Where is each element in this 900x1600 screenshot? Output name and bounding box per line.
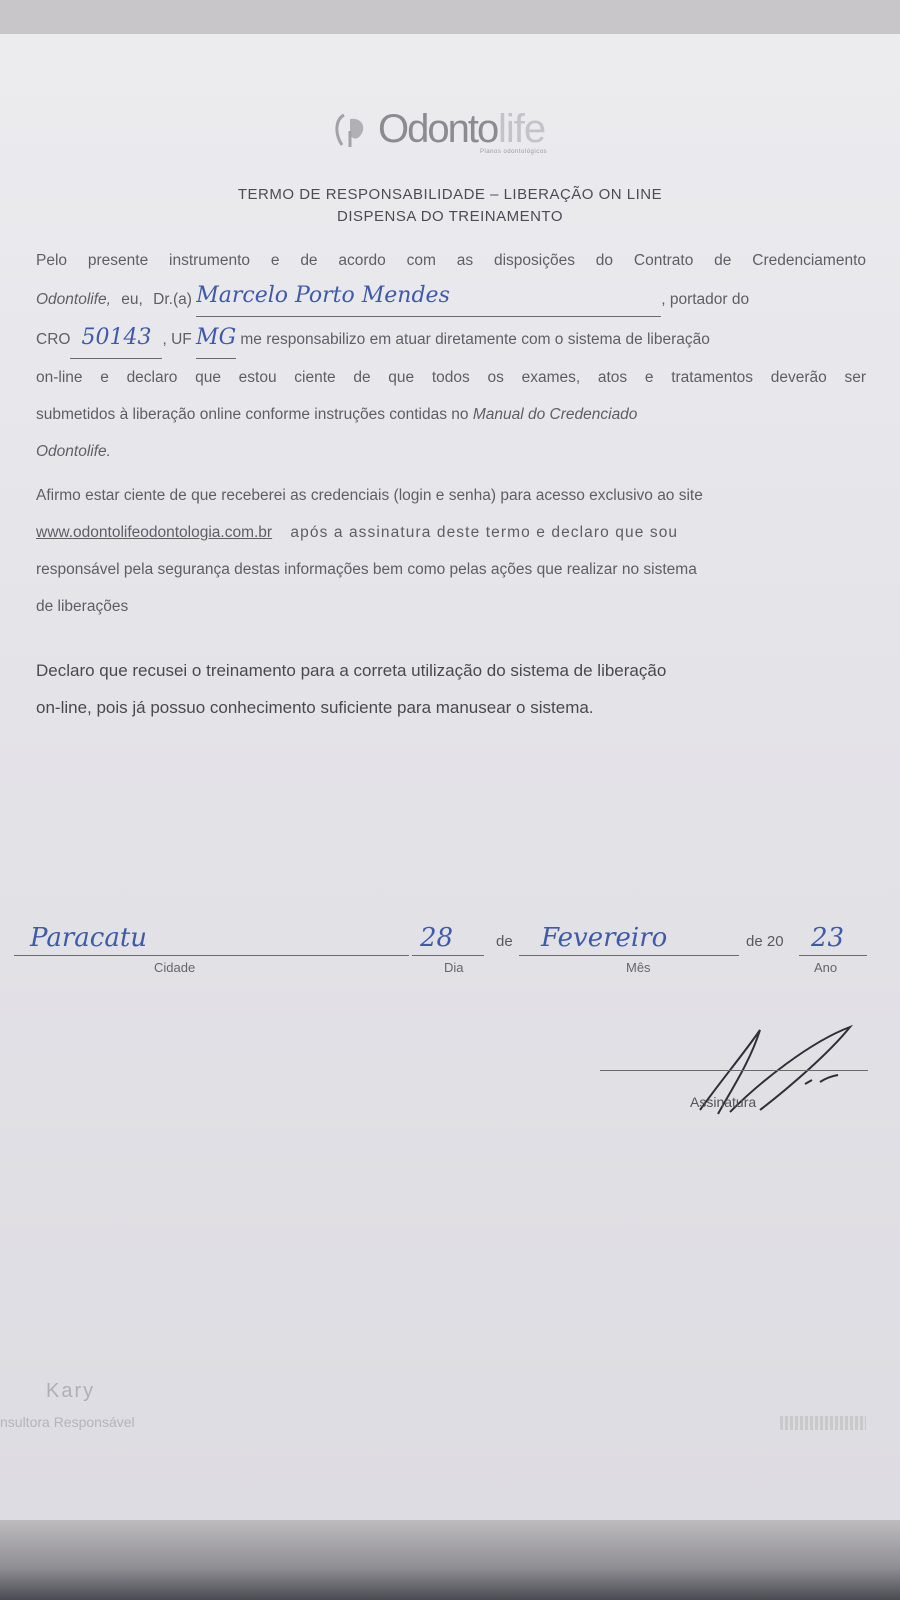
text-segment: de 20 <box>746 933 784 950</box>
text-segment: eu, <box>121 291 143 308</box>
text-segment: , portador do <box>661 291 750 308</box>
city-handwritten: Paracatu <box>30 923 148 953</box>
cro-field <box>70 319 162 359</box>
month-field <box>519 925 739 956</box>
text-line <box>36 279 866 319</box>
logo-text-life: life <box>498 107 546 151</box>
text-line <box>36 433 866 470</box>
text-segment: Odontolife, <box>36 291 111 308</box>
tooth-logo-icon <box>330 111 370 151</box>
doctor-name-field <box>196 277 661 317</box>
background-strip-bottom <box>0 1520 900 1600</box>
text-segment: após a assinatura deste termo e declaro que sou <box>290 524 679 541</box>
month-handwritten: Fevereiro <box>541 923 668 953</box>
text-line <box>36 396 866 433</box>
faded-stamp <box>780 1416 866 1430</box>
text-segment: Odontolife. <box>36 443 111 460</box>
text-line <box>36 514 866 551</box>
text-line <box>36 359 866 396</box>
logo-text-odonto: Odonto <box>378 107 498 151</box>
cro-number-handwritten: 50143 <box>81 325 152 350</box>
day-caption: Dia <box>444 960 464 975</box>
signature-line <box>600 1070 868 1071</box>
text-line <box>36 477 866 514</box>
text-segment: on-line, pois já possuo conhecimento suficiente para manusear o sistema. <box>36 698 594 717</box>
paragraph-credentials <box>36 477 866 625</box>
city-field <box>14 925 409 956</box>
text-segment: Afirmo estar ciente de que receberei as credenciais (login e senha) para acesso exclusivo ao site <box>36 487 703 504</box>
logo-tagline: Planos odontológicos <box>480 149 548 155</box>
text-segment: de <box>496 933 513 950</box>
month-caption: Mês <box>626 960 651 975</box>
consultant-name: Kary <box>46 1380 96 1402</box>
uf-label: , UF <box>162 331 192 348</box>
date-location-row <box>14 925 874 985</box>
text-line <box>36 689 866 726</box>
text-segment: Manual do Credenciado <box>472 406 638 423</box>
text-segment: Pelo presente instrumento e de acordo com as disposições do Contrato de Credenciamento <box>36 252 866 269</box>
year-handwritten: 23 <box>811 923 845 953</box>
consultant-role: nsultora Responsável <box>0 1414 135 1430</box>
text-segment: responsável pela segurança destas informações bem como pelas ações que realizar no sistema <box>36 561 697 578</box>
document-title: TERMO DE RESPONSABILIDADE – LIBERAÇÃO ON LINE <box>237 186 663 203</box>
uf-field <box>196 319 236 359</box>
paragraph-training-declaration <box>36 652 866 726</box>
day-handwritten: 28 <box>420 923 454 953</box>
year-field <box>799 925 867 956</box>
text-line <box>36 551 866 588</box>
paragraph-terms <box>36 242 866 470</box>
cro-label: CRO <box>36 331 71 348</box>
odontolife-logo <box>330 105 590 161</box>
year-caption: Ano <box>814 960 838 975</box>
text-line <box>36 319 866 359</box>
text-segment: on-line e declaro que estou ciente de que todos os exames, atos e tratamentos deverão ser <box>36 369 866 386</box>
doctor-name-handwritten: Marcelo Porto Mendes <box>196 283 450 308</box>
text-segment: submetidos à liberação online conforme instruções contidas no <box>36 406 469 423</box>
document-subtitle: DISPENSA DO TREINAMENTO <box>337 208 563 225</box>
text-line <box>36 242 866 279</box>
text-segment: Declaro que recusei o treinamento para a correta utilização do sistema de liberação <box>36 661 667 680</box>
signature-caption: Assinatura <box>690 1094 757 1110</box>
text-line <box>36 588 866 625</box>
day-field <box>412 925 484 956</box>
text-segment: me responsabilizo em atuar diretamente com o sistema de liberação <box>240 331 710 348</box>
text-segment: de liberações <box>36 598 129 615</box>
site-url-link[interactable]: www.odontolifeodontologia.com.br <box>36 524 273 541</box>
text-segment: Dr.(a) <box>153 291 192 308</box>
text-line <box>36 652 866 689</box>
city-caption: Cidade <box>154 960 196 975</box>
uf-handwritten: MG <box>196 325 237 350</box>
